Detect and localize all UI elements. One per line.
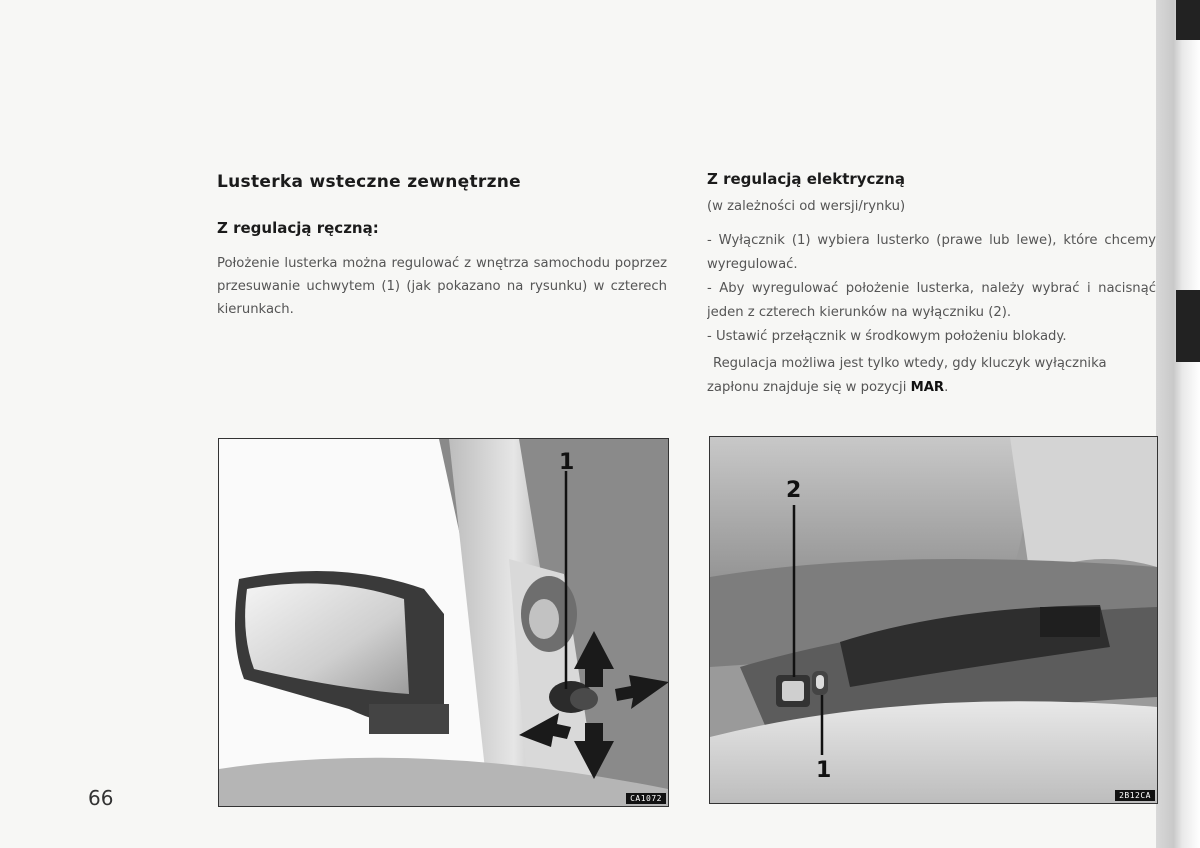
mirror-illustration	[219, 439, 668, 806]
console-illustration	[710, 437, 1157, 803]
page-number: 66	[88, 786, 114, 810]
ignition-note	[707, 352, 1156, 400]
callout-label: 1	[559, 450, 575, 475]
manual-adjust-paragraph: Położenie lusterka można regulować z wnętrza samochodu poprzez przesuwanie uchwytem (1) (jak pokazano na rysunku) w czterech kierunkach.	[217, 256, 667, 317]
note-bold: MAR	[910, 380, 945, 395]
note-text: Regulacja możliwa jest tylko wtedy, gdy kluczyk wyłącznika zapłonu znajduje się w pozycji	[707, 356, 1107, 395]
callout-label: 2	[786, 478, 802, 503]
note-end: .	[944, 380, 949, 395]
instruction-list	[707, 229, 1156, 349]
version-note: (w zależności od wersji/rynku)	[707, 199, 906, 214]
subheading-manual: Z regulacją ręczną:	[217, 219, 379, 237]
list-item: - Ustawić przełącznik w środkowym położeniu blokady.	[707, 329, 1067, 344]
list-item: - Wyłącznik (1) wybiera lusterko (prawe lub lewe), które chcemy wyregulować.	[707, 233, 1156, 272]
subheading-electric: Z regulacją elektryczną	[707, 170, 905, 188]
figure-code: 2B12CA	[1115, 790, 1155, 801]
figure-manual-mirror	[218, 438, 669, 807]
edge-tab-marker	[1176, 290, 1200, 362]
figure-code: CA1072	[626, 793, 666, 804]
callout-label: 1	[816, 758, 832, 783]
section-heading: Lusterka wsteczne zewnętrzne	[217, 172, 521, 192]
edge-tab-marker	[1176, 0, 1200, 40]
figure-electric-switch	[709, 436, 1158, 804]
list-item: - Aby wyregulować położenie lusterka, należy wybrać i nacisnąć jeden z czterech kierunków na wyłączniku (2).	[707, 281, 1156, 320]
page-edge-shadow	[1156, 0, 1200, 848]
